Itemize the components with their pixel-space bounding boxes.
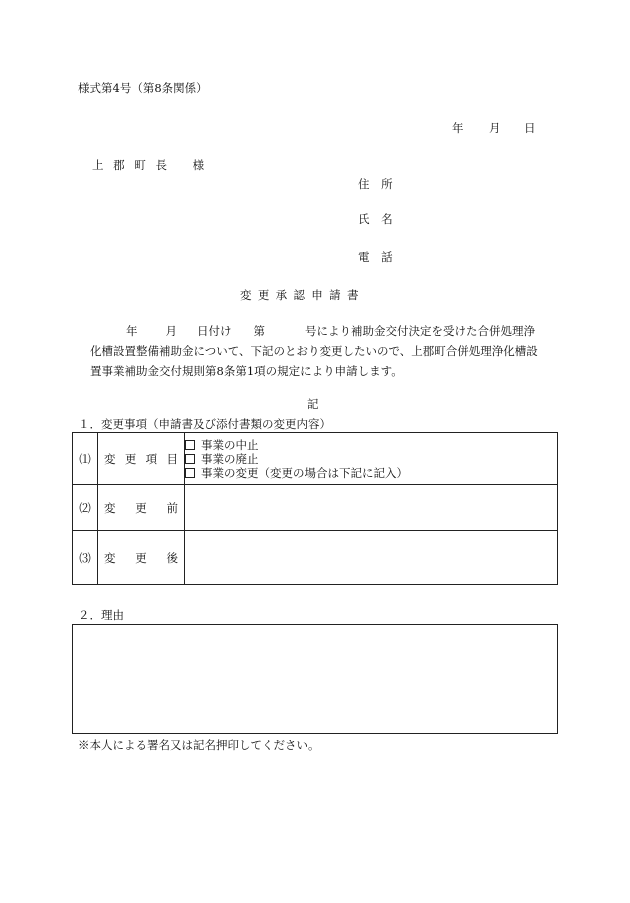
checkbox[interactable] xyxy=(185,440,195,450)
date-month: 月 xyxy=(489,121,501,135)
option-change[interactable]: 事業の変更（変更の場合は下記に記入） xyxy=(185,466,557,480)
document-title: 変更承認申請書 xyxy=(240,288,365,302)
row-label: 変 更 項 目 xyxy=(98,433,185,485)
ki-label: 記 xyxy=(307,397,319,411)
form-number: 様式第4号（第8条関係） xyxy=(78,81,208,95)
before-change-field[interactable] xyxy=(185,485,558,531)
table-row xyxy=(73,531,558,585)
date-day: 日 xyxy=(524,121,536,135)
checkbox[interactable] xyxy=(185,468,195,478)
checkbox[interactable] xyxy=(185,454,195,464)
option-cancel[interactable]: 事業の中止 xyxy=(185,438,557,452)
addressee: 上 郡 町 長 様 xyxy=(92,158,205,172)
reason-field[interactable] xyxy=(72,624,558,734)
row-number: ⑵ xyxy=(73,485,98,531)
section1-heading: １．変更事項（申請書及び添付書類の変更内容） xyxy=(78,417,331,431)
row-label: 変 更 前 xyxy=(98,485,185,531)
row-label: 変 更 後 xyxy=(98,531,185,585)
change-options xyxy=(185,433,558,485)
option-abolish[interactable]: 事業の廃止 xyxy=(185,452,557,466)
applicant-address-label: 住 所 xyxy=(358,177,393,191)
body-paragraph xyxy=(90,321,560,381)
body-line-1: 年 月 日付け 第 号により補助金交付決定を受けた合併処理浄 xyxy=(126,324,535,338)
body-line-3: 置事業補助金交付規則第8条第1項の規定により申請します。 xyxy=(90,364,403,378)
table-row xyxy=(73,485,558,531)
addressee-honorific: 様 xyxy=(192,158,205,172)
body-line-2: 化槽設置整備補助金について、下記のとおり変更したいので、上郡町合併処理浄化槽設 xyxy=(90,344,538,358)
section2-heading: ２．理由 xyxy=(78,608,124,622)
table-row xyxy=(73,433,558,485)
signature-note: ※本人による署名又は記名押印してください。 xyxy=(78,738,320,752)
applicant-name-label: 氏 名 xyxy=(358,212,393,226)
applicant-phone-label: 電 話 xyxy=(358,250,393,264)
change-table xyxy=(72,432,558,585)
row-number: ⑴ xyxy=(73,433,98,485)
after-change-field[interactable] xyxy=(185,531,558,585)
row-number: ⑶ xyxy=(73,531,98,585)
date-year: 年 xyxy=(452,121,464,135)
